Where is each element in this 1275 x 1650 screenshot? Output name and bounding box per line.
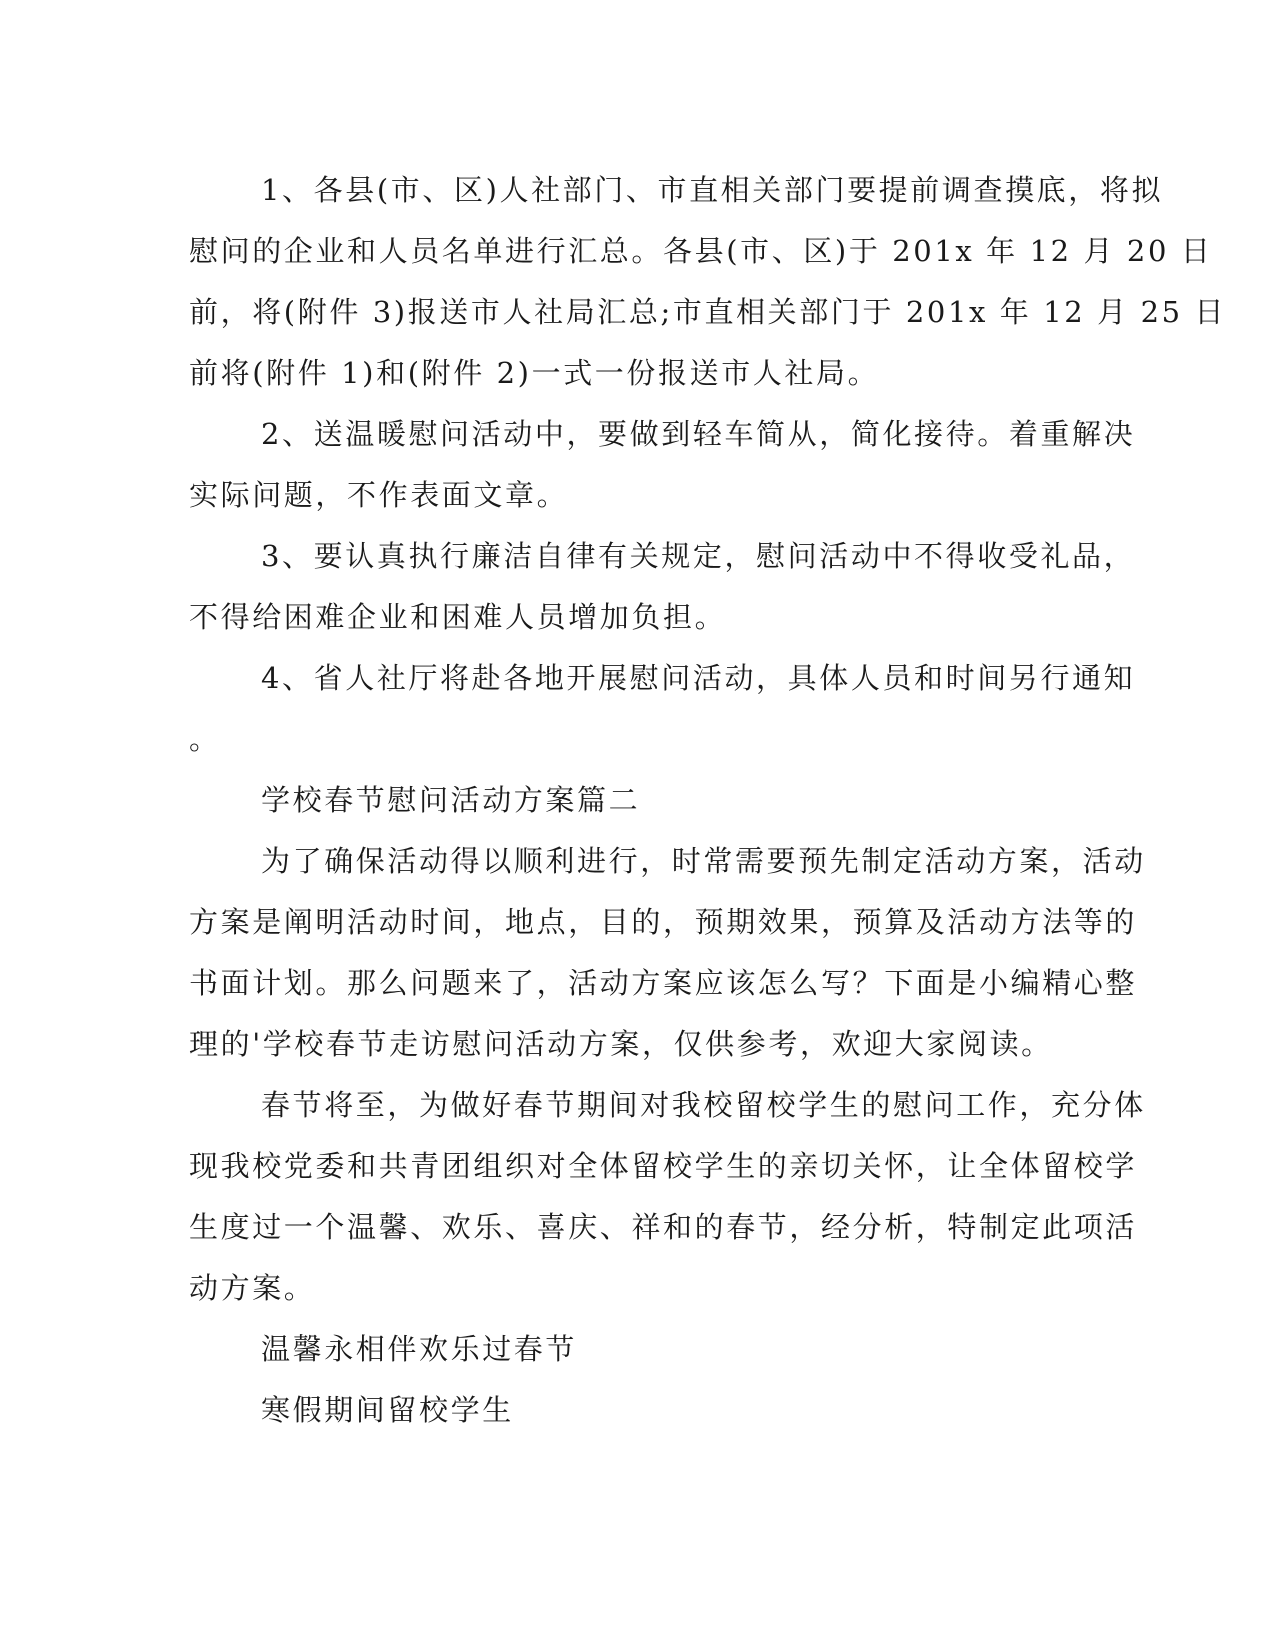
paragraph-line: 春节将至，为做好春节期间对我校留校学生的慰问工作，充分体 bbox=[261, 1088, 1146, 1122]
paragraph-line: 动方案。 bbox=[189, 1271, 316, 1305]
activity-theme: 温馨永相伴欢乐过春节 bbox=[261, 1332, 578, 1366]
activity-target: 寒假期间留校学生 bbox=[261, 1393, 514, 1427]
paragraph-line: 4、省人社厅将赴各地开展慰问活动，具体人员和时间另行通知 bbox=[261, 661, 1136, 695]
paragraph-line: 书面计划。那么问题来了，活动方案应该怎么写？下面是小编精心整 bbox=[189, 966, 1138, 1000]
section-heading: 学校春节慰问活动方案篇二 bbox=[261, 783, 641, 817]
paragraph-line: 现我校党委和共青团组织对全体留校学生的亲切关怀，让全体留校学 bbox=[189, 1149, 1138, 1183]
paragraph-line: 方案是阐明活动时间，地点，目的，预期效果，预算及活动方法等的 bbox=[189, 905, 1138, 939]
paragraph-line: 3、要认真执行廉洁自律有关规定，慰问活动中不得收受礼品， bbox=[261, 539, 1136, 573]
paragraph-line: 2、送温暖慰问活动中，要做到轻车简从，简化接待。着重解决 bbox=[261, 417, 1136, 451]
paragraph-line: 1、各县(市、区)人社部门、市直相关部门要提前调查摸底，将拟 bbox=[261, 173, 1164, 207]
paragraph-line: 。 bbox=[189, 722, 221, 756]
paragraph-line: 前将(附件 1)和(附件 2)一式一份报送市人社局。 bbox=[189, 356, 880, 390]
paragraph-line: 慰问的企业和人员名单进行汇总。各县(市、区)于 201x 年 12 月 20 日 bbox=[189, 234, 1213, 268]
paragraph-line: 实际问题，不作表面文章。 bbox=[189, 478, 569, 512]
document-body bbox=[189, 160, 1227, 1441]
paragraph-line: 不得给困难企业和困难人员增加负担。 bbox=[189, 600, 727, 634]
paragraph-line: 为了确保活动得以顺利进行，时常需要预先制定活动方案，活动 bbox=[261, 844, 1146, 878]
paragraph-line: 理的'学校春节走访慰问活动方案，仅供参考，欢迎大家阅读。 bbox=[189, 1027, 1053, 1061]
paragraph-line: 前，将(附件 3)报送市人社局汇总;市直相关部门于 201x 年 12 月 25 日 bbox=[189, 295, 1227, 329]
paragraph-line: 生度过一个温馨、欢乐、喜庆、祥和的春节，经分析，特制定此项活 bbox=[189, 1210, 1138, 1244]
